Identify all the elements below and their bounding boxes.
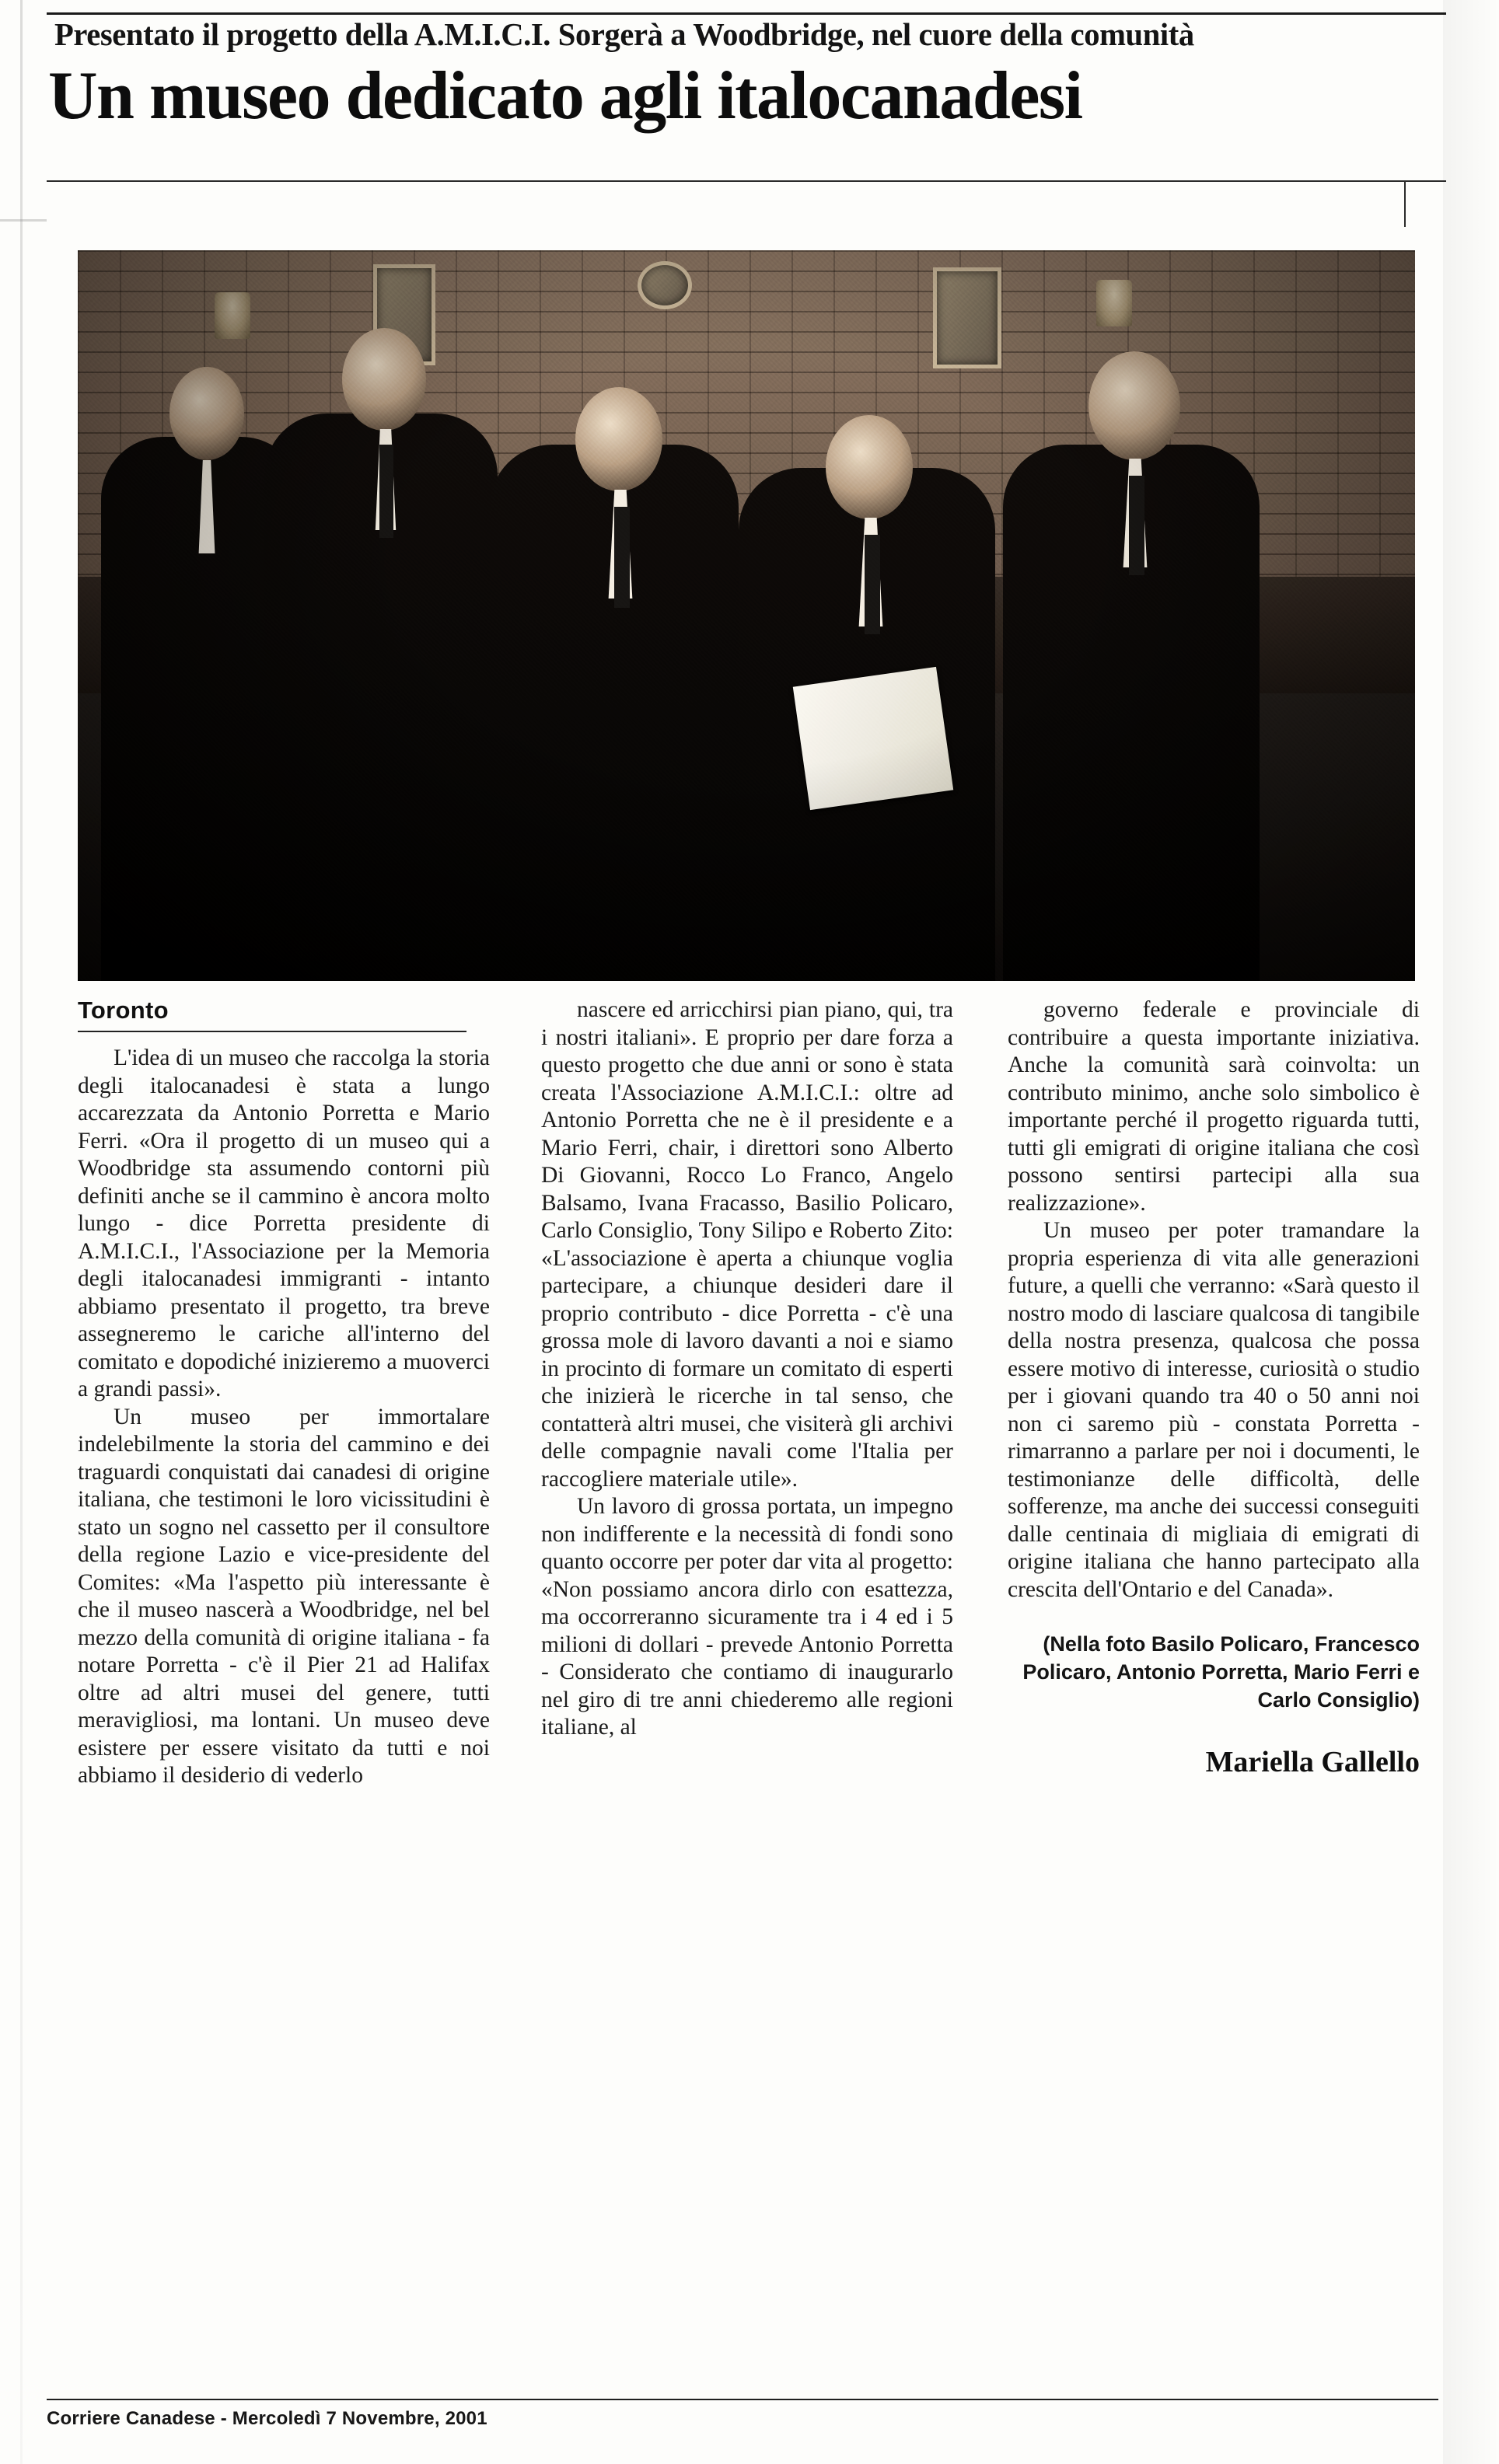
dateline: Toronto <box>78 996 169 1024</box>
dateline-rule <box>78 1031 466 1032</box>
paragraph: nascere ed arricchirsi pian piano, qui, tra i nostri italiani». E proprio per dare forza a questo progetto che due anni or sono è stata creata l'Associazione A.M.I.C.I.: oltre ad Antonio Porretta che ne è il presidente e a Mario Ferri, chair, i direttori sono Alberto Di Giovanni, Rocco Lo Franco, Angelo Balsamo, Ivana Fracasso, Basilio Policaro, Carlo Consiglio, Tony Silipo e Roberto Zito: «L'associazione è aperta a chiunque voglia partecipare, a chiunque desideri dare il proprio contributo - dice Porretta - c'è una grossa mole di lavoro davanti a noi e siamo in procinto di formare un comitato di esperti che inizierà le ricerche in tal senso, che contatterà altri musei, che visiterà gli archivi delle compagnie navali come l'Italia per raccogliere materiale utile». <box>541 997 953 1492</box>
footer-text: Corriere Canadese - Mercoledì 7 Novembre, 2001 <box>47 2408 487 2429</box>
scan-edge-top <box>0 219 47 222</box>
page-title: Un museo dedicato agli italocanadesi <box>48 58 1082 134</box>
paragraph: Un lavoro di grossa portata, un impegno non indifferente e la necessità di fondi sono quanto occorre per poter dar vita al progetto: «Non possiamo ancora dirlo con esattezza, ma occorreranno sicuramente tra i 4 ed i 5 milioni di dollari - prevede Antonio Porretta - Considerato che contiamo di inaugurarlo nel giro di tre anni chiederemo alle regioni italiane, al <box>541 1494 953 1740</box>
paper-fold-shadow <box>1443 0 1499 2464</box>
paragraph: Un museo per immortalare indelebilmente la storia del cammino e dei traguardi conquistati dai canadesi di origine italiana, che testimoni le loro vicissitudini è stato un sogno nel cassetto per il consultore della regione Lazio e vice-presidente del Comites: «Ma l'aspetto più interessante è che il museo nascerà a Woodbridge, nel bel mezzo della comunità di origine italiana - fa notare Porretta - c'è il Pier 21 ad Halifax oltre ad altri musei del genere, tutti meravigliosi, ma lontani. Un museo deve esistere per essere visitato da tutti e noi abbiamo il desiderio di vederlo <box>78 1404 490 1788</box>
article-photo <box>78 250 1415 981</box>
article-column-2 <box>541 996 953 1742</box>
article-column-3 <box>1008 996 1420 1779</box>
article-body <box>78 996 1423 2349</box>
kicker-text: Presentato il progetto della A.M.I.C.I. Sorgerà a Woodbridge, nel cuore della comunità <box>54 16 1194 52</box>
headline-rule <box>47 180 1446 182</box>
photo-vignette <box>78 250 1415 981</box>
headline-vertical-rule <box>1404 180 1406 227</box>
paragraph: Un museo per poter tramandare la propria esperienza di vita alle generazioni future, a quelli che verranno: «Sarà questo il nostro modo di lasciare qualcosa di tangibile della nostra presenza, qualcosa che possa essere motivo di interesse, curiosità o studio per i giovani quando tra 40 o 50 anni noi non ci saremo più - constata Porretta - rimarranno a parlare per noi i documenti, le testimonianze delle difficoltà, delle sofferenze, ma anche dei successi conseguiti dalle centinaia di migliaia di emigrati di origine italiana che hanno partecipato alla crescita dell'Ontario e del Canada». <box>1008 1218 1420 1602</box>
footer-rule <box>47 2399 1438 2400</box>
paragraph: L'idea di un museo che raccolga la storia degli italocanadesi è stata a lungo accarezzata da Antonio Porretta e Mario Ferri. «Ora il progetto di un museo qui a Woodbridge sta assumendo contorni più definiti anche se il cammino è ancora molto lungo - dice Porretta presidente di A.M.I.C.I., l'Associazione per la Memoria degli italocanadesi immigranti - intanto abbiamo presentato il progetto, tra breve assegneremo le cariche all'interno del comitato e dopodiché inizieremo a muoverci a grandi passi». <box>78 1045 490 1401</box>
scan-edge <box>20 0 23 2464</box>
top-rule <box>47 12 1446 15</box>
page-footer <box>47 2399 1368 2430</box>
paragraph: governo federale e provinciale di contribuire a questa importante iniziativa. Anche la comunità sarà coinvolta: un contributo minimo, anche solo simbolico è importante perché il progetto riguarda tutti, tutti gli emigrati di origine italiana che così possono sentirsi partecipi alla sua realizzazione». <box>1008 997 1420 1216</box>
photo-caption: (Nella foto Basilo Policaro, Francesco Policaro, Antonio Porretta, Mario Ferri e Carlo Consiglio) <box>1022 1632 1420 1712</box>
byline: Mariella Gallello <box>1205 1746 1420 1778</box>
article-column-1 <box>78 996 490 1790</box>
